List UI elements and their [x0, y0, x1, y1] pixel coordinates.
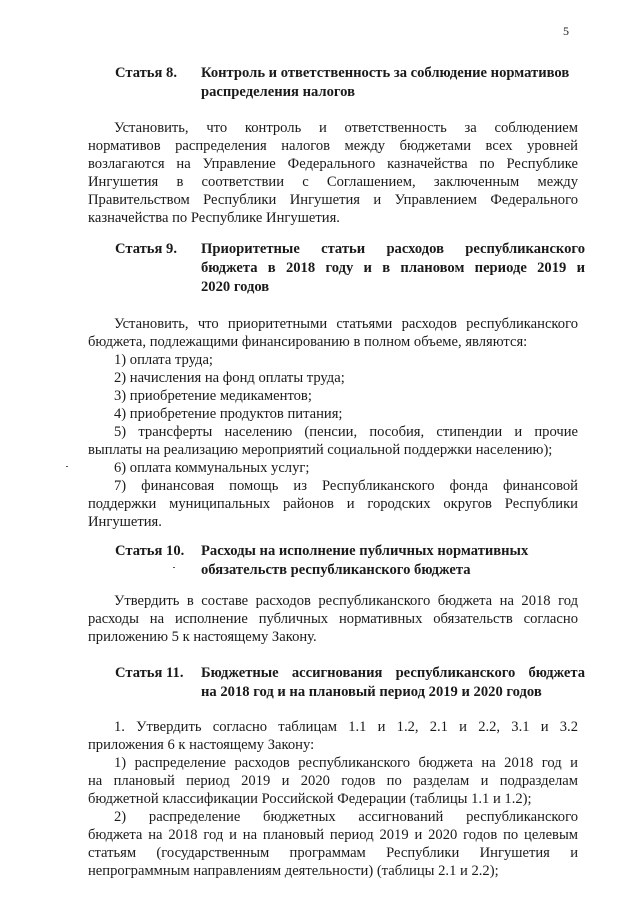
list-item: 1) распределение расходов республиканского бюджета на 2018 год и [114, 755, 578, 771]
scan-speck [66, 466, 68, 467]
article-11-heading [115, 664, 585, 702]
article-11-body [88, 718, 578, 880]
article-9-body [88, 315, 578, 531]
list-item: бюджета на 2018 год и на плановый период 2019 и 2020 годов по целевым [88, 827, 578, 843]
paragraph-line: казначейства по Республике Ингушетия. [88, 210, 340, 226]
list-item: на плановый период 2019 и 2020 годов по разделам и подразделам [88, 773, 578, 789]
article-8-heading [115, 64, 585, 102]
list-item: 5) трансферты населению (пенсии, пособия, стипендии и прочие [114, 424, 578, 440]
paragraph-line: Правительством Республики Ингушетия и Управлением Федерального [88, 192, 578, 208]
list-item: 6) оплата коммунальных услуг; [114, 460, 310, 476]
paragraph-line: Ингушетия в соответствии с Соглашением, заключенным между [88, 174, 578, 190]
article-10-title-line-2: обязательств республиканского бюджета [201, 562, 471, 578]
list-item: бюджетной классификации Российской Федерации (таблицы 1.1 и 1.2); [88, 791, 532, 807]
list-item: выплаты на реализацию мероприятий социальной поддержки населению); [88, 442, 553, 458]
page-number: 5 [563, 24, 569, 38]
list-item: поддержки муниципальных районов и городских округов Республики [88, 496, 578, 512]
paragraph-line: бюджета, подлежащими финансированию в полном объеме, являются: [88, 334, 528, 350]
paragraph-line: приложению 5 к настоящему Закону. [88, 629, 317, 645]
article-10-body [88, 592, 578, 646]
list-item: 7) финансовая помощь из Республиканского фонда финансовой [114, 478, 578, 494]
article-10-heading [115, 542, 585, 580]
paragraph-line: возлагаются на Управление Федерального казначейства по Республике [88, 156, 578, 172]
article-8-label: Статья 8. [115, 65, 177, 81]
paragraph-line: Установить, что контроль и ответственность за соблюдением [114, 120, 578, 136]
paragraph-line: расходы на исполнение публичных нормативных обязательств согласно [88, 611, 578, 627]
article-10-label: Статья 10. [115, 543, 185, 559]
article-8-body [88, 119, 578, 227]
paragraph-line: Утвердить в составе расходов республиканского бюджета на 2018 год [114, 593, 578, 609]
article-9-label: Статья 9. [115, 241, 177, 257]
list-item: 4) приобретение продуктов питания; [114, 406, 343, 422]
paragraph-line: 1. Утвердить согласно таблицам 1.1 и 1.2, 2.1 и 2.2, 3.1 и 3.2 [114, 719, 578, 735]
paragraph-line: приложения 6 к настоящему Закону: [88, 737, 315, 753]
list-item: непрограммным направлениям деятельности) (таблицы 2.1 и 2.2); [88, 863, 499, 879]
article-9-title-line-2: бюджета в 2018 году и в плановом периоде 2019 и [201, 260, 585, 276]
article-11-label: Статья 11. [115, 665, 184, 681]
list-item: 1) оплата труда; [114, 352, 213, 368]
scan-speck [173, 567, 175, 568]
paragraph-line: нормативов распределения налогов между бюджетами всех уровней [88, 138, 578, 154]
list-item: статьям (государственным программам Республики Ингушетия и [88, 845, 578, 861]
article-9-title-line-1: Приоритетные статьи расходов республиканского [201, 241, 585, 257]
article-9-heading [115, 240, 585, 297]
article-8-title-line-2: распределения налогов [201, 84, 355, 100]
list-item: 2) распределение бюджетных ассигнований республиканского [114, 809, 578, 825]
list-item: 3) приобретение медикаментов; [114, 388, 312, 404]
paragraph-line: Установить, что приоритетными статьями расходов республиканского [114, 316, 578, 332]
article-11-title-line-2: на 2018 год и на плановый период 2019 и 2020 годов [201, 684, 542, 700]
article-9-title-line-3: 2020 годов [201, 279, 270, 295]
list-item: Ингушетия. [88, 514, 162, 530]
list-item: 2) начисления на фонд оплаты труда; [114, 370, 345, 386]
article-11-title-line-1: Бюджетные ассигнования республиканского бюджета [201, 665, 585, 681]
article-8-title-line-1: Контроль и ответственность за соблюдение нормативов [201, 65, 570, 81]
article-10-title-line-1: Расходы на исполнение публичных нормативных [201, 543, 529, 559]
